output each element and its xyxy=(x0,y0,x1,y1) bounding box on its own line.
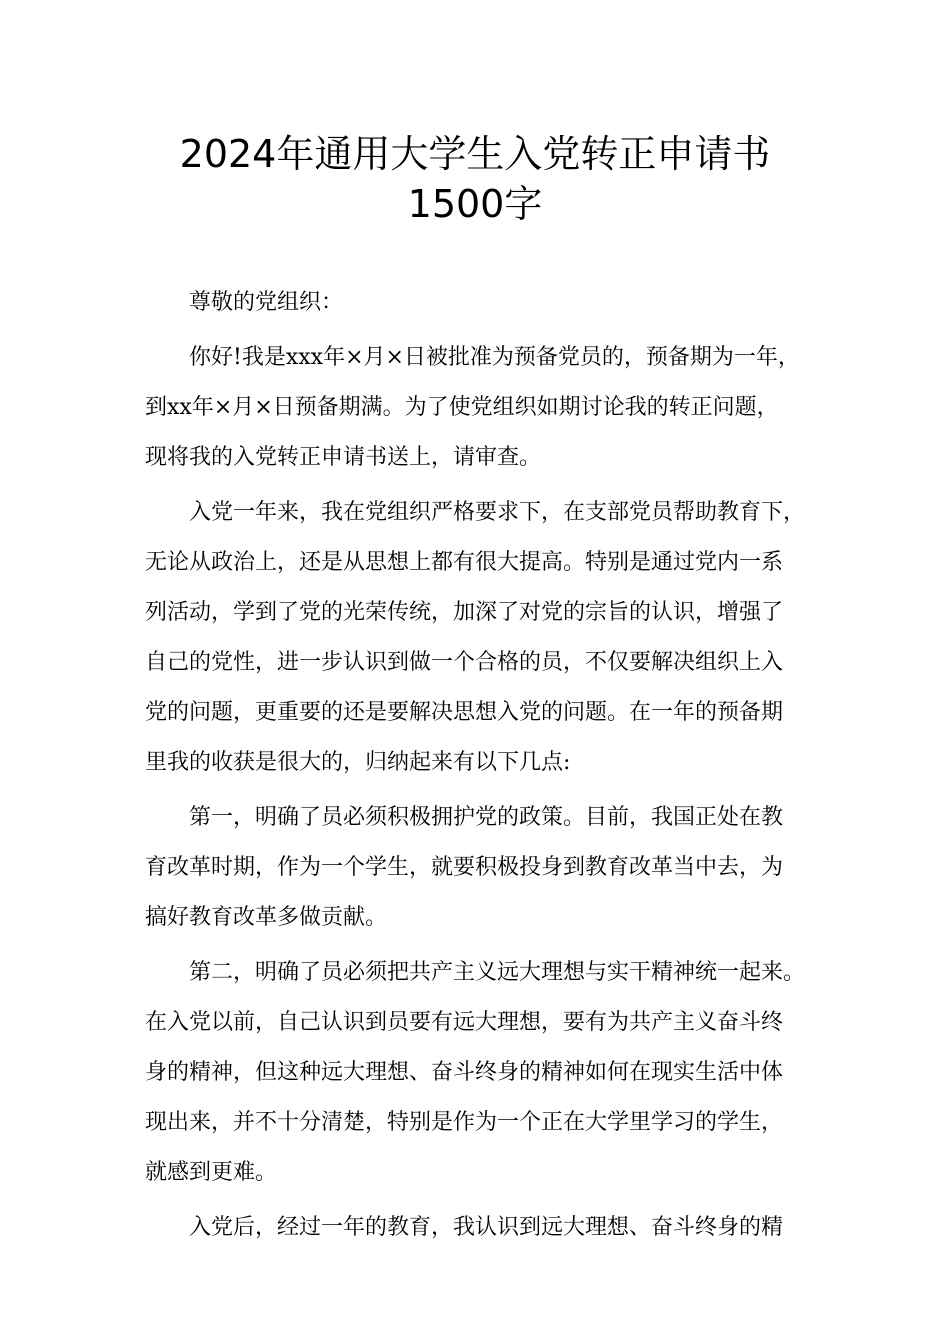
text-line: 就感到更难。 xyxy=(145,1160,278,1185)
text-line: 到xx年×月×日预备期满。为了使党组织如期讨论我的转正问题， xyxy=(145,395,779,420)
document-body xyxy=(145,278,825,1253)
paragraph xyxy=(145,333,825,483)
text-line: 尊敬的党组织： xyxy=(189,290,344,315)
paragraph xyxy=(145,948,825,1198)
text-line: 育改革时期，作为一个学生，就要积极投身到教育改革当中去，为 xyxy=(145,855,784,880)
paragraph xyxy=(145,278,825,328)
paragraph xyxy=(145,1203,825,1253)
text-line: 身的精神，但这种远大理想、奋斗终身的精神如何在现实生活中体 xyxy=(145,1060,784,1085)
text-line: 自己的党性，进一步认识到做一个合格的员，不仅要解决组织上入 xyxy=(145,650,784,675)
text-line: 入党一年来，我在党组织严格要求下，在支部党员帮助教育下， xyxy=(189,500,806,525)
text-line: 你好!我是xxx年×月×日被批准为预备党员的，预备期为一年， xyxy=(189,345,800,370)
text-line: 第二，明确了员必须把共产主义远大理想与实干精神统一起来。 xyxy=(189,960,806,985)
text-line: 里我的收获是很大的，归纳起来有以下几点: xyxy=(145,750,571,775)
text-line: 党的问题，更重要的还是要解决思想入党的问题。在一年的预备期 xyxy=(145,700,784,725)
text-line: 第一，明确了员必须积极拥护党的政策。目前，我国正处在教 xyxy=(189,805,784,830)
document-subtitle: 1500字 xyxy=(407,182,543,226)
document-title: 2024年通用大学生入党转正申请书 xyxy=(179,132,771,176)
text-line: 列活动，学到了党的光荣传统，加深了对党的宗旨的认识，增强了 xyxy=(145,600,784,625)
text-line: 在入党以前，自己认识到员要有远大理想，要有为共产主义奋斗终 xyxy=(145,1010,784,1035)
text-line: 现将我的入党转正申请书送上，请审查。 xyxy=(145,445,542,470)
text-line: 入党后，经过一年的教育，我认识到远大理想、奋斗终身的精 xyxy=(189,1215,784,1240)
paragraph xyxy=(145,488,825,788)
text-line: 无论从政治上，还是从思想上都有很大提高。特别是通过党内一系 xyxy=(145,550,784,575)
text-line: 现出来，并不十分清楚，特别是作为一个正在大学里学习的学生， xyxy=(145,1110,784,1135)
paragraph xyxy=(145,793,825,943)
text-line: 搞好教育改革多做贡献。 xyxy=(145,905,388,930)
